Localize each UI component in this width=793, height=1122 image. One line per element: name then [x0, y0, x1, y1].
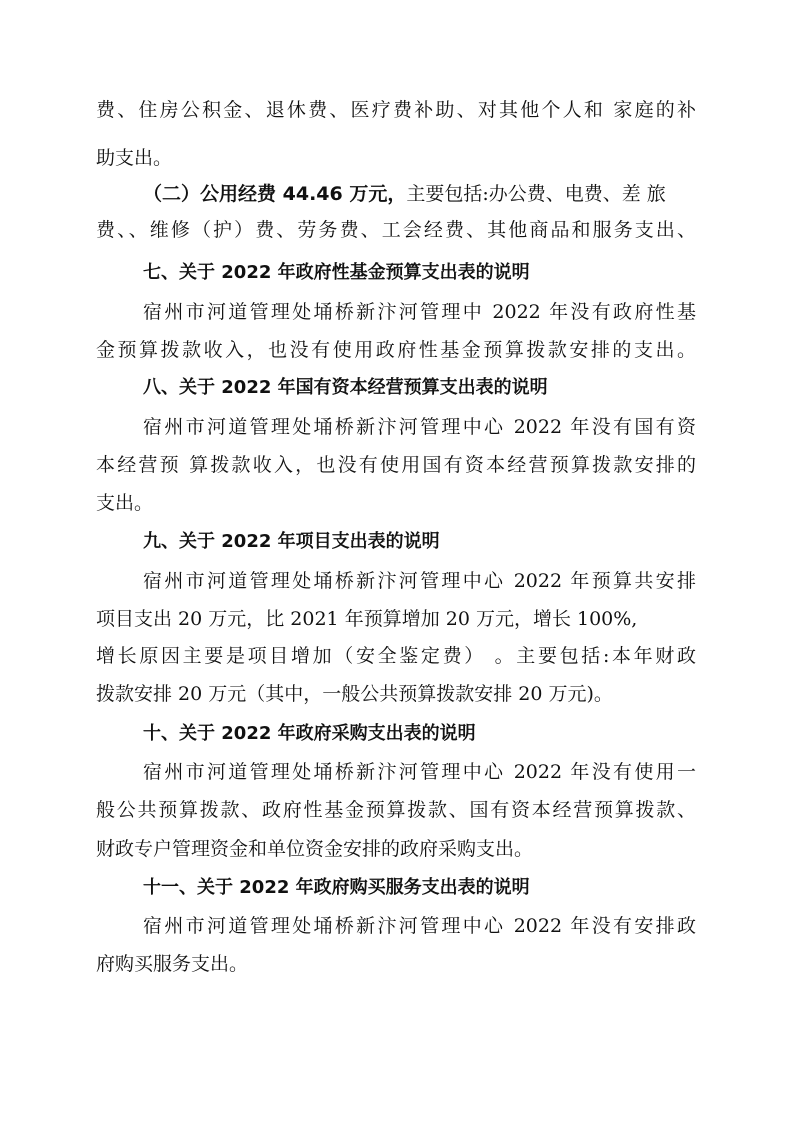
- body-line: 金预算拨款收入，也没有使用政府性基金预算拨款安排的支出。: [96, 339, 696, 361]
- subheading-number: （二）: [143, 183, 201, 205]
- section-heading-11: 十一、关于 2022 年政府购买服务支出表的说明: [143, 877, 530, 898]
- body-line: 宿州市河道管理处埇桥新汴河管理中心 2022 年没有安排政: [143, 915, 696, 937]
- body-line: 费、住房公积金、退休费、医疗费补助、对其他个人和 家庭的补: [96, 99, 696, 121]
- section-heading-7: 七、关于 2022 年政府性基金预算支出表的说明: [143, 262, 530, 283]
- body-line: 增长原因主要是项目增加（安全鉴定费） 。主要包括:本年财政: [96, 645, 696, 667]
- body-line: 助支出。: [96, 147, 173, 169]
- body-line: 宿州市河道管理处埇桥新汴河管理中 2022 年没有政府性基: [143, 301, 696, 323]
- section-heading-8: 八、关于 2022 年国有资本经营预算支出表的说明: [143, 377, 548, 398]
- body-line: 费、、维修（护）费、劳务费、工会经费、其他商品和服务支出、: [96, 219, 696, 241]
- section-subheading: [143, 182, 696, 208]
- body-line: 本经营预 算拨款收入，也没有使用国有资本经营预算拨款安排的: [96, 454, 696, 476]
- body-line: 宿州市河道管理处埇桥新汴河管理中心 2022 年没有国有资: [143, 416, 696, 438]
- body-line: 府购买服务支出。: [96, 953, 249, 975]
- subheading-title: 公用经费 44.46 万元，: [200, 183, 407, 205]
- body-line: 宿州市河道管理处埇桥新汴河管理中心 2022 年没有使用一: [143, 761, 696, 783]
- body-line: 财政专户管理资金和单位资金安排的政府采购支出。: [96, 838, 534, 860]
- body-line: 支出。: [96, 492, 154, 514]
- section-heading-10: 十、关于 2022 年政府采购支出表的说明: [143, 723, 476, 744]
- body-line: 般公共预算拨款、政府性基金预算拨款、国有资本经营预算拨款、: [96, 799, 696, 821]
- section-heading-9: 九、关于 2022 年项目支出表的说明: [143, 531, 440, 552]
- subheading-text: 主要包括:办公费、电费、差 旅: [406, 183, 666, 205]
- body-line: 宿州市河道管理处埇桥新汴河管理中心 2022 年预算共安排: [143, 570, 696, 592]
- body-line: 拨款安排 20 万元（其中，一般公共预算拨款安排 20 万元)。: [96, 683, 613, 705]
- body-line: 项目支出 20 万元，比 2021 年预算增加 20 万元，增长 100%,: [96, 608, 638, 630]
